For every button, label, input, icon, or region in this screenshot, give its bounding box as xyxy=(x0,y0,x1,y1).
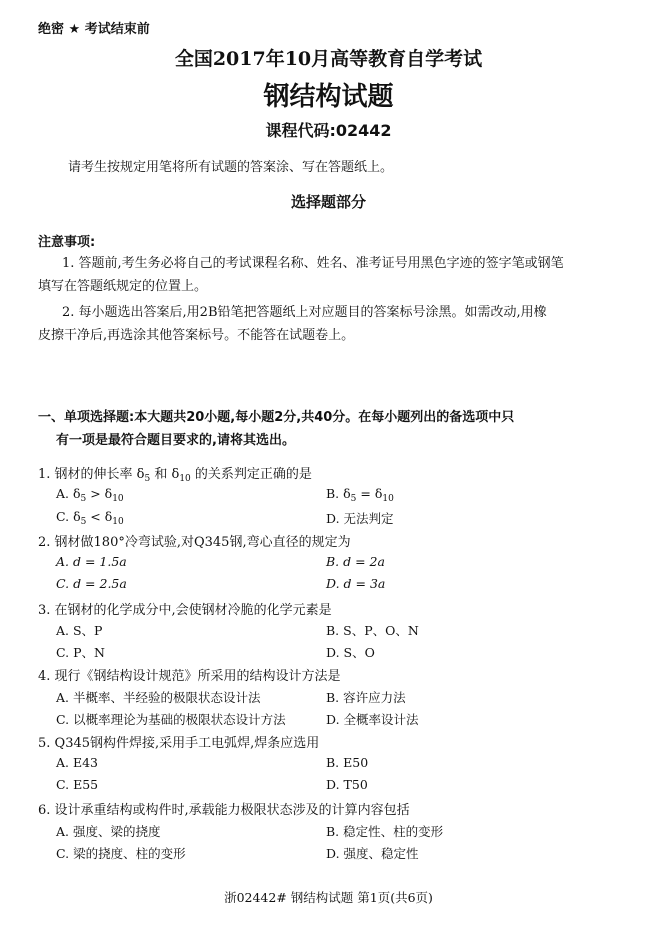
q4-option-c: C. 以概率理论为基础的极限状态设计方法 xyxy=(56,712,286,727)
q6-option-c: C. 梁的挠度、柱的变形 xyxy=(56,846,186,861)
section-title: 选择题部分 xyxy=(290,193,366,211)
part-one-line-1: 一、单项选择题:本大题共20小题,每小题2分,共40分。在每小题列出的备选项中只 xyxy=(38,410,515,425)
notes-title: 注意事项: xyxy=(38,235,96,250)
q2-option-c: C. d = 2.5a xyxy=(56,576,127,591)
exam-title: 全国2017年10月高等教育自学考试 xyxy=(174,48,483,70)
q2-option-d: D. d = 3a xyxy=(326,576,386,591)
q5-option-c: C. E55 xyxy=(56,777,99,792)
q3-option-b: B. S、P、O、N xyxy=(326,623,419,638)
page-footer: 浙02442# 钢结构试题 第1页(共6页) xyxy=(224,890,433,905)
q1-option-d xyxy=(326,509,394,527)
q1-b-mid: = δ xyxy=(356,486,383,501)
q4-option-b: B. 容许应力法 xyxy=(326,690,406,705)
q1-stem-part-a: 1. 钢材的伸长率 δ xyxy=(38,467,145,482)
q1-c-mid: < δ xyxy=(86,509,113,524)
q4-option-a: A. 半概率、半经验的极限状态设计法 xyxy=(56,690,261,705)
question-4-stem: 4. 现行《钢结构设计规范》所采用的结构设计方法是 xyxy=(38,669,341,684)
q1-option-a xyxy=(56,486,124,504)
part-one-line-2: 有一项是最符合题目要求的,请将其选出。 xyxy=(56,433,295,448)
question-1-stem xyxy=(38,463,312,484)
q2-option-a: A. d = 1.5a xyxy=(56,554,127,569)
question-5-stem: 5. Q345钢构件焊接,采用手工电弧焊,焊条应选用 xyxy=(38,736,320,751)
question-6-stem: 6. 设计承重结构或构件时,承载能力极限状态涉及的计算内容包括 xyxy=(38,803,410,818)
note-1 xyxy=(38,252,622,298)
instruction: 请考生按规定用笔将所有试题的答案涂、写在答题纸上。 xyxy=(68,160,394,175)
q1-stem-sub-2: 10 xyxy=(179,474,191,484)
q1-a-pre: A. δ xyxy=(56,486,81,501)
q5-option-b: B. E50 xyxy=(326,755,369,770)
q6-option-b: B. 稳定性、柱的变形 xyxy=(326,824,444,839)
note-2-line-2: 皮擦干净后,再选涂其他答案标号。不能答在试题卷上。 xyxy=(38,328,355,343)
note-2-line-1: 2. 每小题选出答案后,用2B铅笔把答题纸上对应题目的答案标号涂黑。如需改动,用橡 xyxy=(62,305,547,320)
course-code: 课程代码:02442 xyxy=(265,121,392,140)
q5-option-d: D. T50 xyxy=(326,777,368,792)
note-1-line-1: 1. 答题前,考生务必将自己的考试课程名称、姓名、准考证号用黑色字迹的签字笔或钢笔 xyxy=(62,256,564,271)
q1-a-sub1: 5 xyxy=(80,494,87,504)
q1-stem-sub-1: 5 xyxy=(144,474,151,484)
secret-mark: 绝密 ★ 考试结束前 xyxy=(38,22,150,37)
q1-stem-part-c: 的关系判定正确的是 xyxy=(190,467,312,482)
q1-b-pre: B. δ xyxy=(326,486,351,501)
q3-option-a: A. S、P xyxy=(56,623,103,638)
q1-b-sub1: 5 xyxy=(350,494,357,504)
q1-c-sub2: 10 xyxy=(112,517,124,527)
q6-option-d: D. 强度、稳定性 xyxy=(326,846,419,861)
q1-d-pre: D. 无法判定 xyxy=(326,511,394,526)
question-3-stem: 3. 在钢材的化学成分中,会使钢材冷脆的化学元素是 xyxy=(38,603,332,618)
q3-option-d: D. S、O xyxy=(326,645,375,660)
q1-option-c xyxy=(56,509,124,527)
note-1-line-2: 填写在答题纸规定的位置上。 xyxy=(38,279,208,294)
q1-a-mid: > δ xyxy=(86,486,113,501)
q1-stem-part-b: 和 δ xyxy=(150,467,180,482)
q1-b-sub2: 10 xyxy=(382,494,394,504)
q1-c-sub1: 5 xyxy=(80,517,87,527)
q4-option-d: D. 全概率设计法 xyxy=(326,712,419,727)
part-one-heading xyxy=(38,406,628,452)
q1-a-sub2: 10 xyxy=(112,494,124,504)
q5-option-a: A. E43 xyxy=(56,755,99,770)
q1-option-b xyxy=(326,486,394,504)
note-2 xyxy=(38,301,622,347)
question-2-stem: 2. 钢材做180°冷弯试验,对Q345钢,弯心直径的规定为 xyxy=(38,535,351,550)
q3-option-c: C. P、N xyxy=(56,645,105,660)
q1-c-pre: C. δ xyxy=(56,509,81,524)
q2-option-b: B. d = 2a xyxy=(326,554,385,569)
q6-option-a: A. 强度、梁的挠度 xyxy=(56,824,161,839)
subject-title: 钢结构试题 xyxy=(263,82,394,112)
